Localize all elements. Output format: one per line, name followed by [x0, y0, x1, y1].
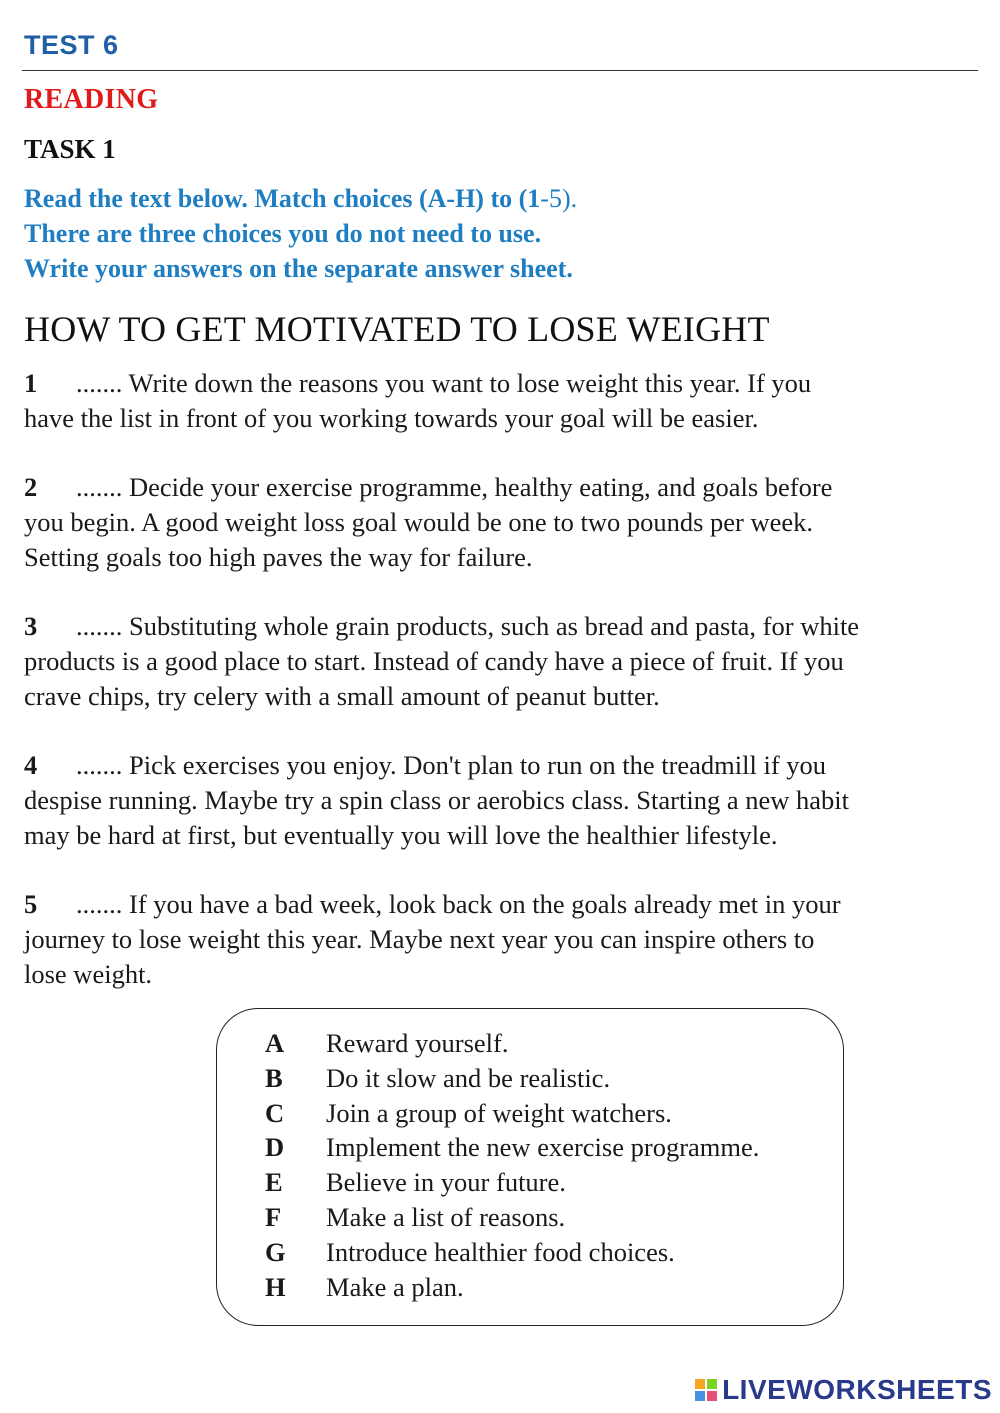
paragraph-number: 1 — [24, 368, 38, 398]
choice-text: Make a plan. — [326, 1271, 464, 1302]
paragraph-number: 2 — [24, 472, 38, 502]
article-body — [24, 366, 984, 1026]
choice-letter: C — [265, 1097, 285, 1128]
choice-letter: G — [265, 1236, 286, 1267]
instruction-line-1 — [24, 181, 577, 216]
paragraph-line: you begin. A good weight loss goal would be one to two pounds per week. — [24, 507, 814, 537]
choice-letter: B — [265, 1062, 283, 1093]
paragraph-line — [24, 366, 984, 401]
choice-item — [265, 1165, 759, 1200]
choice-item — [265, 1235, 759, 1270]
paragraph-line: despise running. Maybe try a spin class or aerobics class. Starting a new habit — [24, 785, 849, 815]
paragraph-text: ....... Decide your exercise programme, healthy eating, and goals before — [76, 472, 833, 502]
instruction-line-3: Write your answers on the separate answer sheet. — [24, 254, 573, 283]
choice-text: Implement the new exercise programme. — [326, 1132, 760, 1163]
paragraph-text: ....... Substituting whole grain products, such as bread and pasta, for white — [76, 611, 860, 641]
choice-letter: A — [265, 1028, 285, 1058]
choice-text: Make a list of reasons. — [326, 1201, 566, 1232]
paragraph-line: Setting goals too high paves the way for failure. — [24, 542, 533, 572]
choice-item — [265, 1026, 759, 1061]
choice-letter: D — [265, 1132, 285, 1163]
paragraph-line — [24, 887, 984, 922]
paragraph-line: lose weight. — [24, 959, 153, 989]
choice-text: Reward yourself. — [326, 1028, 509, 1058]
paragraph-line: crave chips, try celery with a small amount of peanut butter. — [24, 681, 660, 711]
paragraph — [24, 609, 984, 714]
header-divider — [22, 70, 978, 71]
paragraph-number: 3 — [24, 611, 38, 641]
paragraph-line: products is a good place to start. Instead of candy have a piece of fruit. If you — [24, 646, 844, 676]
paragraph-text: ....... Pick exercises you enjoy. Don't plan to run on the treadmill if you — [76, 750, 827, 780]
article-title: HOW TO GET MOTIVATED TO LOSE WEIGHT — [24, 309, 770, 349]
paragraph-line — [24, 748, 984, 783]
logo-text: LIVEWORKSHEETS — [722, 1374, 992, 1405]
paragraph-text: ....... Write down the reasons you want to lose weight this year. If you — [76, 368, 812, 398]
choice-item — [265, 1130, 759, 1165]
choice-item — [265, 1270, 759, 1305]
instruction-line-2: There are three choices you do not need to use. — [24, 219, 542, 248]
choices-list — [265, 1026, 759, 1304]
instructions — [24, 181, 577, 286]
choice-item — [265, 1096, 759, 1131]
paragraph-line — [24, 470, 984, 505]
test-label: TEST 6 — [24, 30, 119, 60]
choice-item — [265, 1061, 759, 1096]
choice-text: Believe in your future. — [326, 1167, 566, 1198]
liveworksheets-logo-icon — [694, 1378, 718, 1402]
paragraph — [24, 748, 984, 853]
choice-text: Introduce healthier food choices. — [326, 1236, 675, 1267]
paragraph — [24, 887, 984, 992]
instruction-line-1-bold: Read the text below. Match choices (A-H) to (1 — [24, 184, 541, 213]
paragraph-line: may be hard at first, but eventually you will love the healthier lifestyle. — [24, 820, 778, 850]
paragraph-line: journey to lose weight this year. Maybe next year you can inspire others to — [24, 924, 815, 954]
paragraph — [24, 366, 984, 436]
choice-letter: F — [265, 1201, 282, 1232]
task-heading: TASK 1 — [24, 134, 116, 164]
paragraph-line: have the list in front of you working towards your goal will be easier. — [24, 403, 759, 433]
paragraph — [24, 470, 984, 575]
choice-letter: H — [265, 1271, 286, 1302]
liveworksheets-logo[interactable] — [694, 1374, 992, 1406]
choice-item — [265, 1200, 759, 1235]
instruction-line-1-thin: -5). — [540, 184, 578, 213]
choice-letter: E — [265, 1167, 283, 1198]
paragraph-number: 5 — [24, 889, 38, 919]
paragraph-number: 4 — [24, 750, 38, 780]
paragraph-line — [24, 609, 984, 644]
section-heading: READING — [24, 84, 159, 115]
choice-text: Do it slow and be realistic. — [326, 1062, 611, 1093]
paragraph-text: ....... If you have a bad week, look back on the goals already met in your — [76, 889, 841, 919]
choice-text: Join a group of weight watchers. — [326, 1097, 672, 1128]
